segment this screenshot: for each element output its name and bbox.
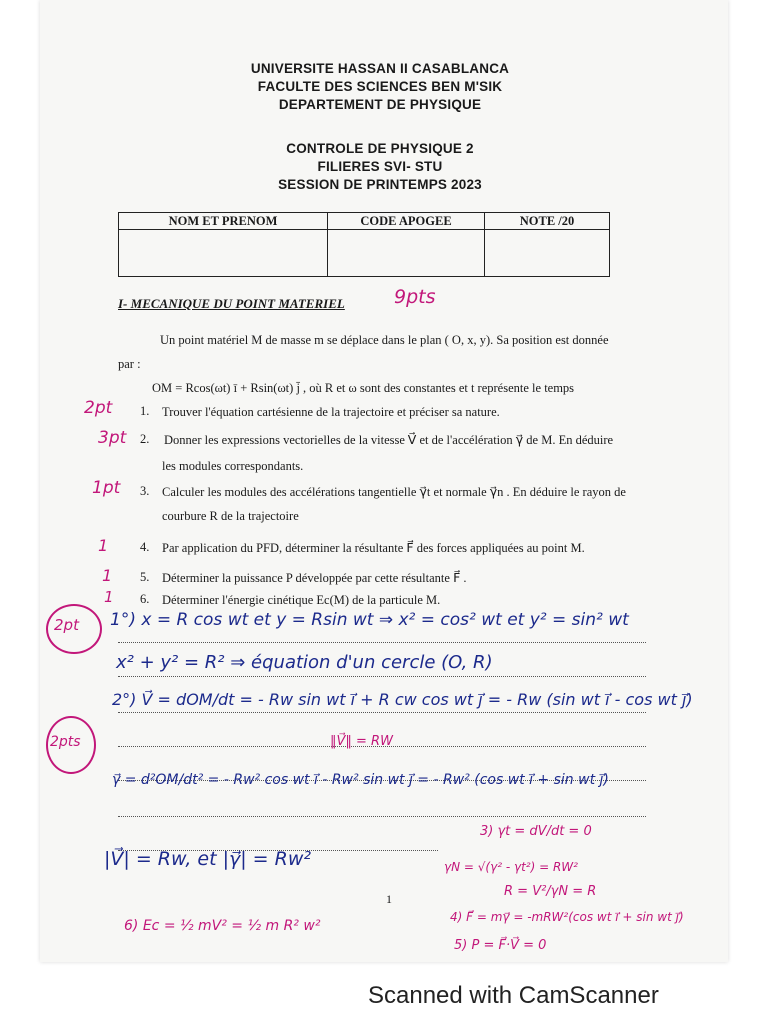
- answer-3-line-3: R = V²/γN = R: [504, 884, 597, 899]
- note-cell[interactable]: [485, 230, 610, 277]
- answer-1-line-2: x² + y² = R² ⇒ équation d'un cercle (O, R): [116, 652, 493, 673]
- answer-3-line-2: γN = √(γ² - γt²) = RW²: [444, 860, 578, 874]
- page-number: 1: [386, 892, 392, 906]
- q4-points: 1: [98, 536, 109, 555]
- answer-6: 6) Ec = ½ mV² = ½ m R² w²: [124, 918, 321, 934]
- q4-number: 4.: [140, 540, 150, 554]
- answer-2-line-2: γ⃗ = d²OM/dt² = - Rw² cos wt i⃗ - Rw² sin wt j⃗ = - Rw² (cos wt i⃗ + sin wt j⃗): [112, 772, 609, 788]
- exam-filieres: FILIERES SVI- STU: [317, 159, 443, 174]
- answer-3-line-1: 3) γt = dV/dt = 0: [480, 824, 592, 839]
- q1-text: Trouver l'équation cartésienne de la trajectoire et préciser sa nature.: [162, 405, 500, 419]
- section-title: I- MECANIQUE DU POINT MATERIEL: [118, 296, 345, 311]
- answer-line: [118, 712, 646, 713]
- answer-5: 5) P = F⃗·V⃗ = 0: [454, 938, 547, 953]
- answer-2-line-1: 2°) V⃗ = dOM/dt = - Rw sin wt i⃗ + R cw cos wt j⃗ = - Rw (sin wt i⃗ - cos wt j⃗): [112, 690, 693, 709]
- code-cell[interactable]: [328, 230, 485, 277]
- col-code: CODE APOGEE: [328, 213, 485, 230]
- section-points: 9pts: [394, 286, 436, 308]
- q1-number: 1.: [140, 404, 150, 418]
- answer-2-line-3: |V⃗| = Rw, et |γ⃗| = Rw²: [104, 848, 311, 870]
- col-name: NOM ET PRENOM: [119, 213, 328, 230]
- exam-title: CONTROLE DE PHYSIQUE 2: [286, 141, 474, 156]
- university-name: UNIVERSITE HASSAN II CASABLANCA: [250, 61, 510, 76]
- exam-session: SESSION DE PRINTEMPS 2023: [278, 177, 482, 192]
- answer-line: [118, 642, 646, 643]
- q1-points: 2pt: [84, 398, 113, 418]
- q3-number: 3.: [140, 484, 150, 498]
- q5-number: 5.: [140, 570, 150, 584]
- answer-line: [118, 816, 646, 817]
- answer-2-norm: ‖V⃗‖ = RW: [330, 734, 393, 749]
- intro-line-2: par :: [118, 357, 141, 371]
- q3-points: 1pt: [92, 478, 121, 498]
- q6-text: Déterminer l'énergie cinétique Ec(M) de la particule M.: [162, 593, 441, 607]
- q2-points: 3pt: [98, 428, 127, 448]
- name-cell[interactable]: [119, 230, 328, 277]
- q3-text: Calculer les modules des accélérations tangentielle γ⃗t et normale γ⃗n . En déduire le rayon de: [162, 485, 626, 499]
- exam-header: [140, 140, 620, 194]
- identification-table: [118, 212, 610, 277]
- q5-points: 1: [102, 566, 113, 585]
- q5-text: Déterminer la puissance P développée par cette résultante F⃗ .: [162, 571, 467, 585]
- mark-2: 2pts: [50, 734, 81, 750]
- q6-number: 6.: [140, 592, 150, 606]
- scanner-watermark: Scanned with CamScanner: [368, 982, 659, 1009]
- faculty-name: FACULTE DES SCIENCES BEN M'SIK: [257, 79, 503, 94]
- q2-number: 2.: [140, 432, 150, 446]
- mark-1: 2pt: [54, 616, 79, 634]
- answer-4: 4) F⃗ = mγ⃗ = -mRW²(cos wt i⃗ + sin wt j⃗): [450, 910, 684, 924]
- answer-line: [118, 676, 646, 677]
- q3-text-2: courbure R de la trajectoire: [162, 509, 299, 523]
- intro-line-1: Un point matériel M de masse m se déplace dans le plan ( O, x, y). Sa position est donnée: [160, 333, 609, 347]
- q4-text: Par application du PFD, déterminer la résultante F⃗ des forces appliquées au point M.: [162, 541, 585, 555]
- answer-1-line-1: 1°) x = R cos wt et y = Rsin wt ⇒ x² = cos² wt et y² = sin² wt: [110, 610, 629, 630]
- department-name: DEPARTEMENT DE PHYSIQUE: [278, 97, 482, 112]
- q6-points: 1: [104, 588, 114, 606]
- q2-text: Donner les expressions vectorielles de la vitesse V⃗ et de l'accélération γ⃗ de M. En déduire: [164, 433, 614, 447]
- position-formula: OM = Rcos(ωt) ī + Rsin(ωt) j̄ , où R et ω sont des constantes et t représente le temps: [152, 381, 575, 395]
- q2-text-2: les modules correspondants.: [162, 459, 304, 473]
- col-note: NOTE /20: [485, 213, 610, 230]
- institution-header: [140, 60, 620, 114]
